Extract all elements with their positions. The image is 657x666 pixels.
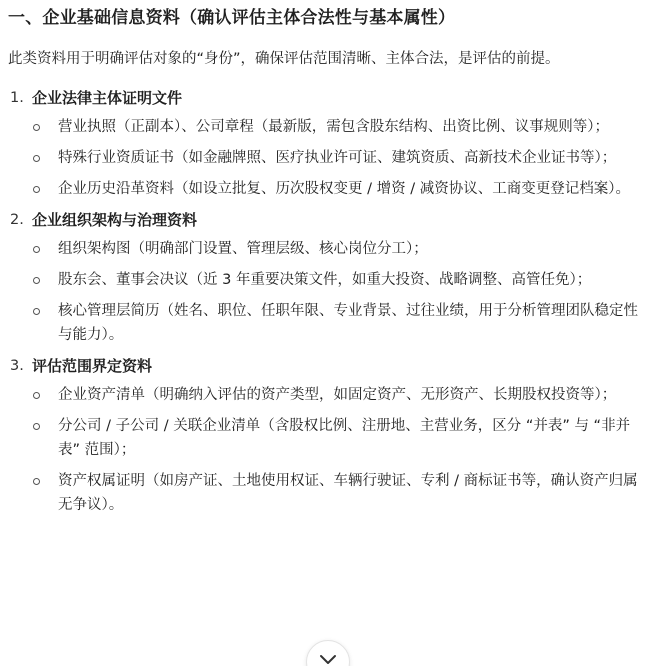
bullet-list bbox=[8, 237, 651, 347]
section-title bbox=[8, 354, 651, 378]
list-item bbox=[8, 177, 651, 201]
list-item-text: 组织架构图（明确部门设置、管理层级、核心岗位分工）； bbox=[58, 241, 428, 257]
hollow-bullet-icon bbox=[33, 124, 40, 131]
list-item-text: 企业历史沿革资料（如设立批复、历次股权变更 / 增资 / 减资协议、工商变更登记档案）。 bbox=[58, 181, 630, 197]
list-item-text: 企业资产清单（明确纳入评估的资产类型，如固定资产、无形资产、长期股权投资等）； bbox=[58, 387, 617, 403]
list-item-text: 分公司 / 子公司 / 关联企业清单（含股权比例、注册地、主营业务，区分 “并表” 与 “非并表” 范围）； bbox=[58, 418, 631, 458]
section-title-text: 评估范围界定资料 bbox=[32, 357, 153, 375]
list-item bbox=[8, 237, 651, 261]
list-section-2 bbox=[8, 208, 651, 347]
list-item-text: 资产权属证明（如房产证、土地使用权证、车辆行驶证、专利 / 商标证书等，确认资产归属无争议）。 bbox=[58, 473, 638, 513]
section-title-text: 企业组织架构与治理资料 bbox=[32, 211, 198, 229]
list-item-text: 特殊行业资质证书（如金融牌照、医疗执业许可证、建筑资质、高新技术企业证书等）； bbox=[58, 150, 617, 166]
list-item bbox=[8, 414, 651, 462]
list-item-text: 营业执照（正副本）、公司章程（最新版，需包含股东结构、出资比例、议事规则等）； bbox=[58, 119, 609, 135]
hollow-bullet-icon bbox=[33, 478, 40, 485]
list-section-1 bbox=[8, 86, 651, 201]
list-item-text: 核心管理层简历（姓名、职位、任职年限、专业背景、过往业绩，用于分析管理团队稳定性与能力）。 bbox=[58, 303, 638, 343]
section-title-text: 企业法律主体证明文件 bbox=[32, 89, 183, 107]
list-item bbox=[8, 115, 651, 139]
list-item bbox=[8, 383, 651, 407]
bullet-list bbox=[8, 115, 651, 201]
bullet-list bbox=[8, 383, 651, 517]
list-item bbox=[8, 469, 651, 517]
intro-paragraph: 此类资料用于明确评估对象的“身份”，确保评估范围清晰、主体合法，是评估的前提。 bbox=[8, 51, 560, 67]
section-title bbox=[8, 208, 651, 232]
hollow-bullet-icon bbox=[33, 155, 40, 162]
hollow-bullet-icon bbox=[33, 308, 40, 315]
hollow-bullet-icon bbox=[33, 423, 40, 430]
section-number: 3. bbox=[10, 358, 24, 374]
hollow-bullet-icon bbox=[33, 186, 40, 193]
scroll-down-button[interactable] bbox=[306, 640, 350, 666]
section-title bbox=[8, 86, 651, 110]
numbered-list bbox=[8, 86, 651, 517]
list-item bbox=[8, 146, 651, 170]
hollow-bullet-icon bbox=[33, 392, 40, 399]
hollow-bullet-icon bbox=[33, 246, 40, 253]
list-item bbox=[8, 268, 651, 292]
hollow-bullet-icon bbox=[33, 277, 40, 284]
list-item bbox=[8, 299, 651, 347]
section-number: 1. bbox=[10, 90, 24, 106]
list-item-text: 股东会、董事会决议（近 3 年重要决策文件，如重大投资、战略调整、高管任免）； bbox=[58, 272, 592, 288]
list-section-3 bbox=[8, 354, 651, 517]
chevron-down-icon bbox=[319, 654, 337, 666]
section-heading: 一、企业基础信息资料（确认评估主体合法性与基本属性） bbox=[8, 8, 456, 28]
section-number: 2. bbox=[10, 212, 24, 228]
